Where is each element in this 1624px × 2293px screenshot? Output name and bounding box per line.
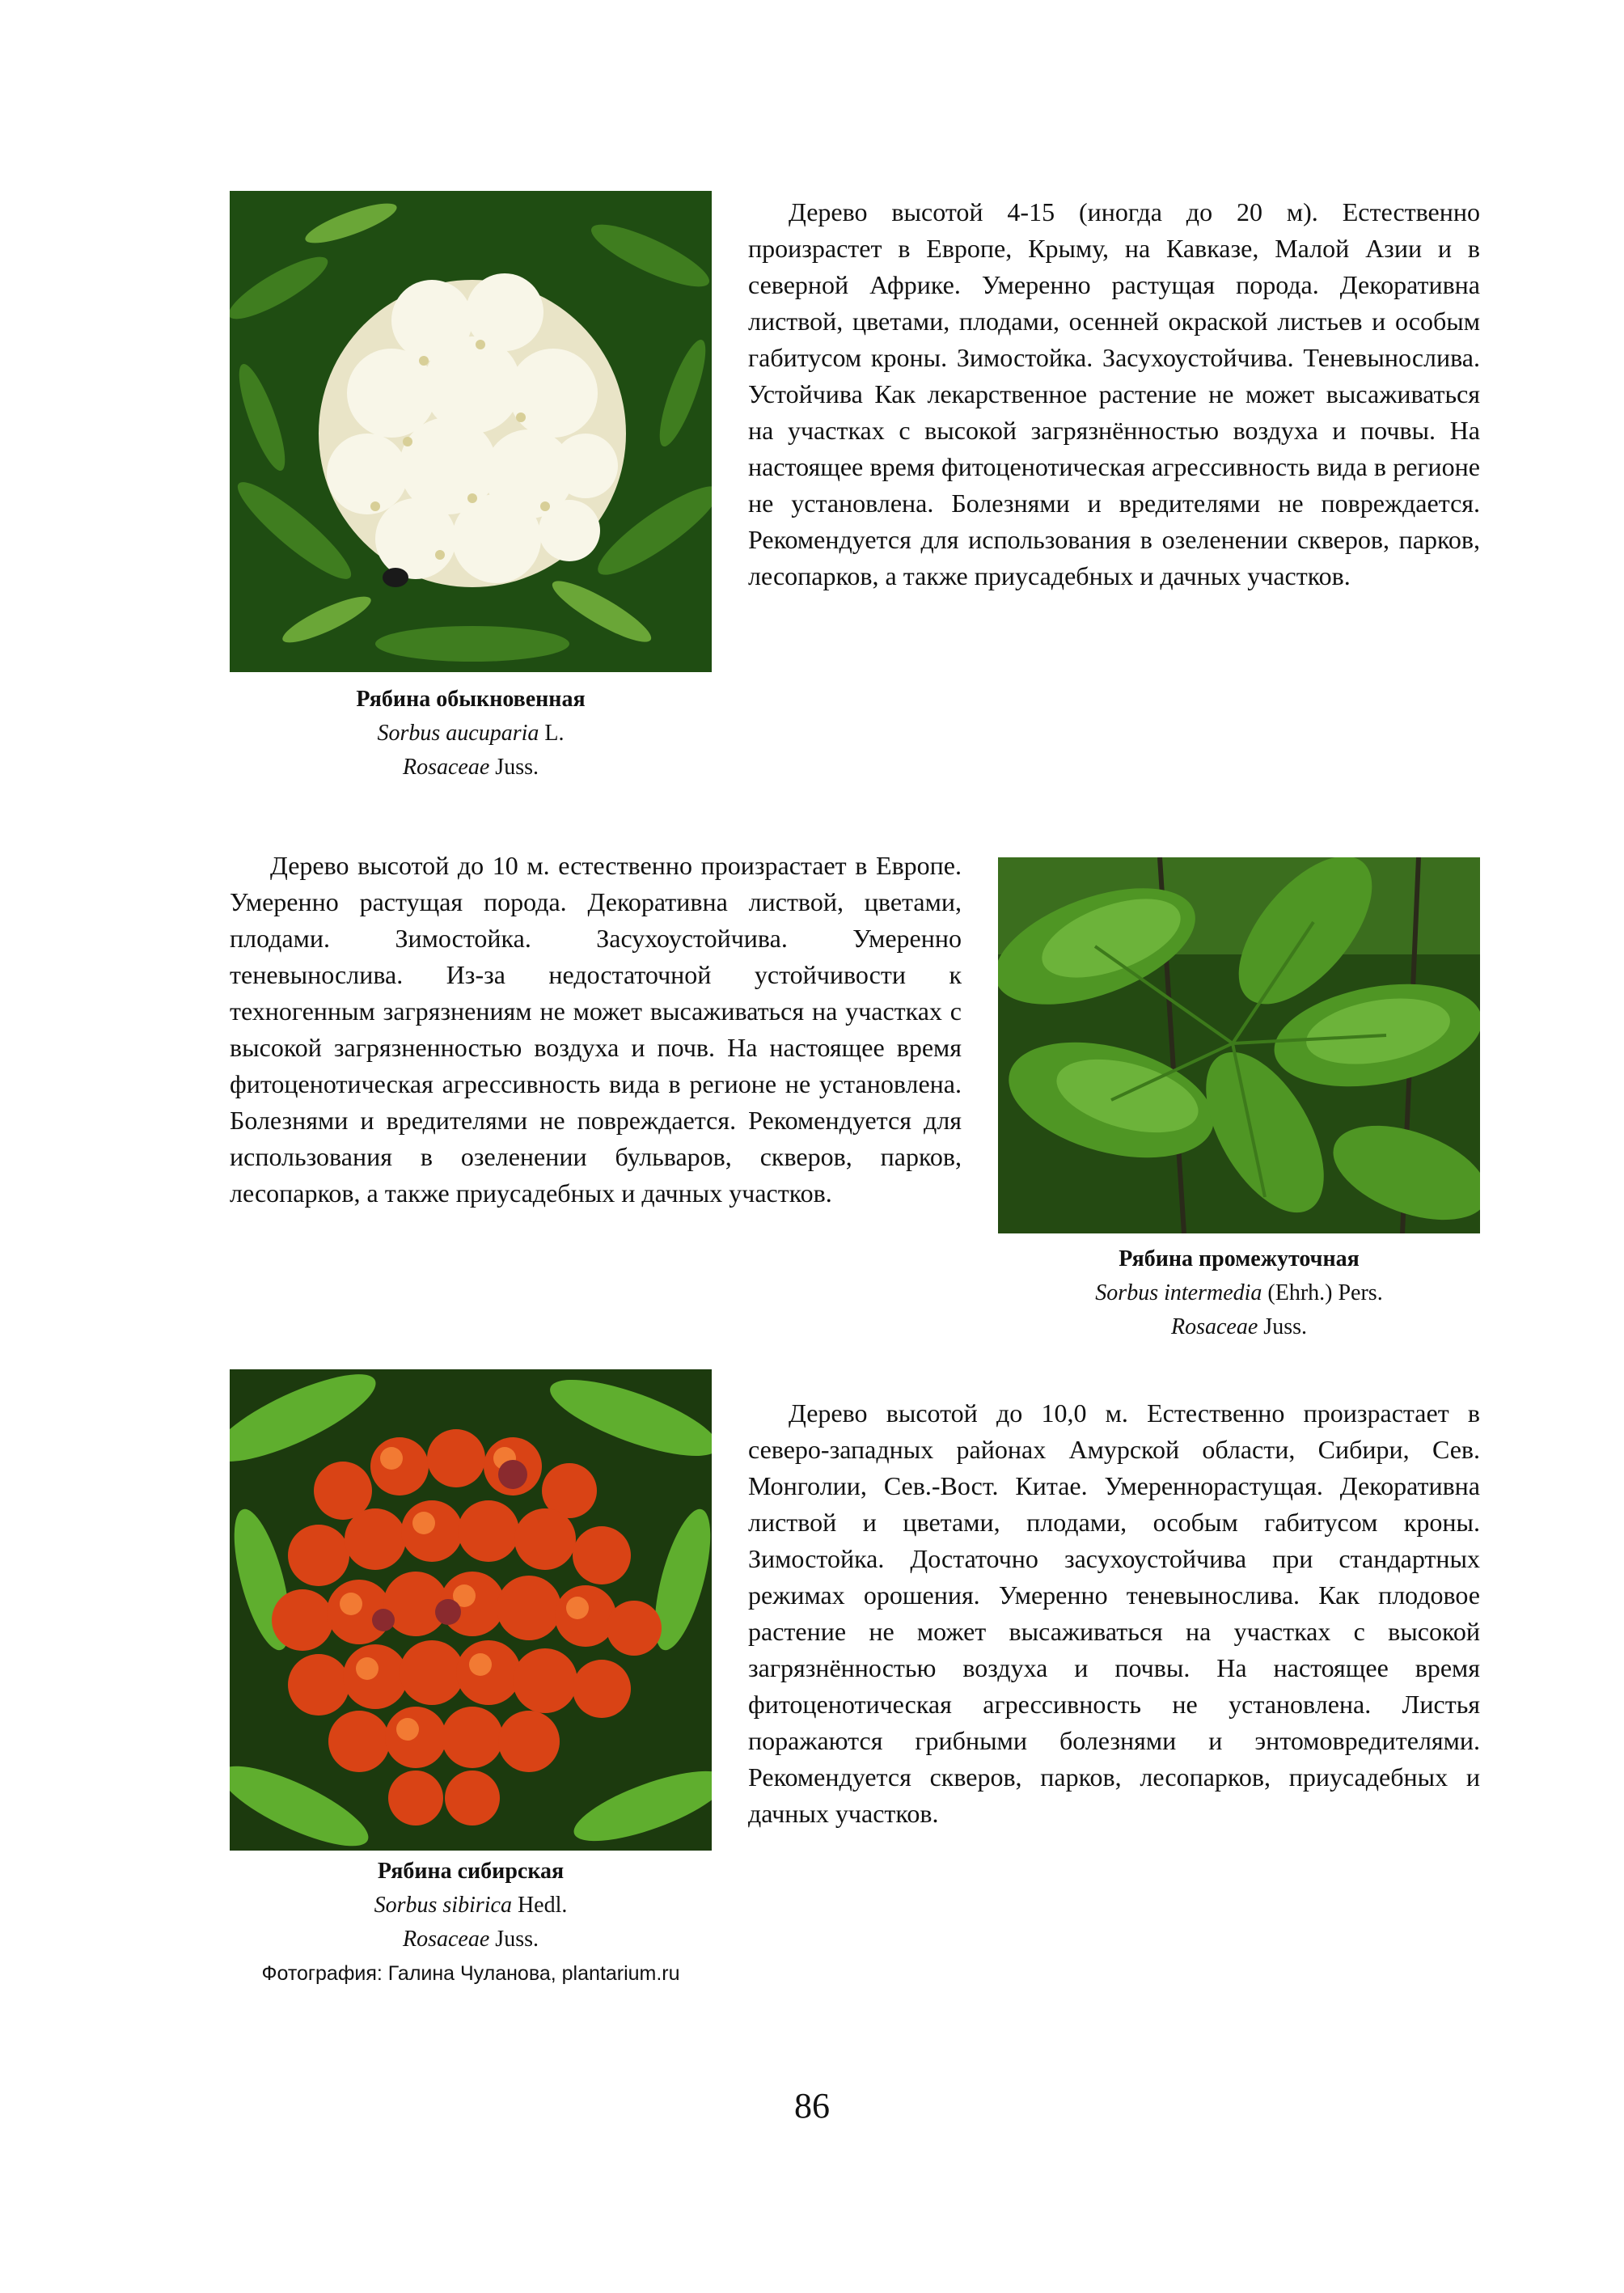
species-common-name: Рябина обыкновенная — [356, 687, 586, 712]
species-family: Rosaceae Juss. — [403, 1927, 539, 1952]
species-description: Дерево высотой 4-15 (иногда до 20 м). Естественно произрастет в Европе, Крыму, на Кавказе, Малой Азии и в северной Африке. Умеренно растущая порода. Декоративна листвой, цветами, плодами, осенней окраской листьев и особым габитусом кроны. Зимостойка. Засухоустойчива. Теневынослива. Устойчива Как лекарственное растение не может высаживаться на участках с высокой загрязнённостью воздуха и почвы. На настоящее время фитоценотическая агрессивность вида в регионе не установлена. Болезнями и вредителями не повреждается. Рекомендуется для использования в озеленении скверов, парков, лесопарков, а также приусадебных и дачных участков. — [748, 197, 1480, 590]
species-caption — [230, 683, 712, 785]
species-common-name: Рябина промежуточная — [1119, 1246, 1360, 1271]
species-description: Дерево высотой до 10,0 м. Естественно произрастает в северо-западных районах Амурской области, Сибири, Сев. Монголии, Сев.-Вост. Китае. Умереннорастущая. Декоративна листвой и цветами, плодами, особым габитусом кроны. Зимостойка. Достаточно засухоустойчива при стандартных режимах орошения. Умеренно теневынослива. Как плодовое растение не может высаживаться на участках с высокой загрязнённостью воздуха и почвы. На настоящее время фитоценотическая агрессивность не установлена. Листья поражаются грибными болезнями и энтомовредителями. Рекомендуется скверов, парков, лесопарков, приусадебных и дачных участков. — [748, 1398, 1480, 1828]
species-caption — [230, 1855, 712, 1991]
species-family: Rosaceae Juss. — [403, 755, 539, 780]
species-family: Rosaceae Juss. — [1171, 1314, 1307, 1339]
rowan-flowers-photo — [230, 191, 712, 672]
photo-credit: Фотография: Галина Чуланова, plantarium.ru — [261, 1962, 680, 1985]
rowan-leaves-photo — [998, 857, 1480, 1233]
species-latin-name: Sorbus intermedia (Ehrh.) Pers. — [1095, 1280, 1383, 1305]
page-number: 86 — [794, 2086, 830, 2126]
rowan-berries-photo — [230, 1369, 712, 1851]
species-common-name: Рябина сибирская — [377, 1859, 565, 1884]
species-latin-name: Sorbus aucuparia L. — [377, 721, 565, 746]
species-description: Дерево высотой до 10 м. естественно произрастает в Европе. Умеренно растущая порода. Декоративна листвой, цветами, плодами. Зимостойка. Засухоустойчива. Умеренно теневынослива. Из-за недостаточной устойчивости к техногенным загрязнениям не может высаживаться на участках с высокой загрязненностью воздуха и почв. На настоящее время фитоценотическая агрессивность вида в регионе не установлена. Болезнями и вредителями не повреждается. Рекомендуется для использования в озеленении бульваров, скверов, парков, лесопарков, а также приусадебных и дачных участков. — [230, 851, 962, 1208]
species-latin-name: Sorbus sibirica Hedl. — [374, 1893, 568, 1918]
species-caption — [998, 1242, 1480, 1344]
